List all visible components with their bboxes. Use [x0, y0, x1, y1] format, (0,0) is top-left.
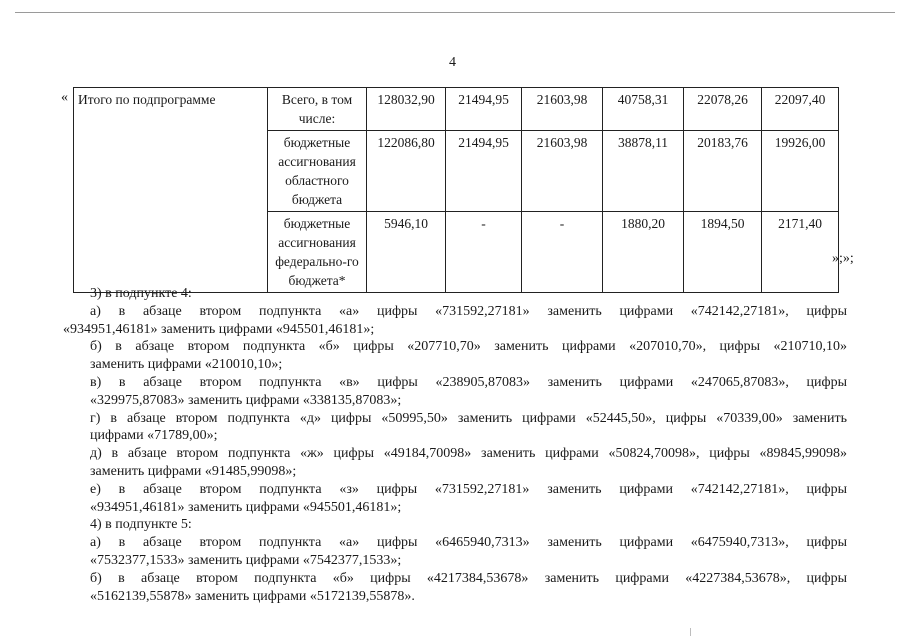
- value-cell: 21494,95: [446, 131, 522, 212]
- row-label-cell: Итого по подпрограмме: [74, 88, 268, 293]
- value-cell: 5946,10: [367, 212, 446, 293]
- paragraph: [63, 338, 847, 374]
- value-cell: 1880,20: [603, 212, 684, 293]
- text-line: а) в абзаце втором подпункта «а» цифры «731592,27181» заменить цифрами «742142,27181», цифры: [90, 303, 847, 319]
- text-line: б) в абзаце втором подпункта «б» цифры «4217384,53678» заменить цифрами «4227384,53678», цифры: [90, 570, 847, 586]
- text-line: д) в абзаце втором подпункта «ж» цифры «49184,70098» заменить цифрами «50824,70098», цифры «89845,99098»: [90, 446, 847, 462]
- paragraph: [63, 481, 847, 517]
- paragraph: [63, 410, 847, 446]
- paragraph: [63, 374, 847, 410]
- text-line: заменить цифрами «210010,10»;: [90, 357, 283, 373]
- text-line: заменить цифрами «91485,99098»;: [90, 463, 297, 479]
- text-line: «329975,87083» заменить цифрами «338135,87083»;: [90, 392, 402, 408]
- value-cell: 22097,40: [762, 88, 839, 131]
- subprogram-totals-table: [73, 87, 839, 293]
- budget-type-cell: бюджетные ассигнования федерально-го бюджета*: [268, 212, 367, 293]
- value-cell: 38878,11: [603, 131, 684, 212]
- text-line: б) в абзаце втором подпункта «б» цифры «207710,70» заменить цифрами «207010,70», цифры «210710,10»: [90, 339, 847, 355]
- amendment-text: [63, 285, 847, 605]
- value-cell: 21494,95: [446, 88, 522, 131]
- scan-top-border: [15, 12, 895, 13]
- budget-type-cell: бюджетные ассигнования областного бюджета: [268, 131, 367, 212]
- text-line: «934951,46181» заменить цифрами «945501,46181»;: [90, 499, 402, 515]
- value-cell: -: [446, 212, 522, 293]
- paragraph: [63, 570, 847, 606]
- value-cell: 22078,26: [684, 88, 762, 131]
- text-line: а) в абзаце втором подпункта «а» цифры «6465940,7313» заменить цифрами «6475940,7313», цифры: [90, 535, 847, 551]
- value-cell: 122086,80: [367, 131, 446, 212]
- value-cell: 1894,50: [684, 212, 762, 293]
- table-close-quote: »;»;: [832, 251, 854, 266]
- text-line: е) в абзаце втором подпункта «з» цифры «731592,27181» заменить цифрами «742142,27181», цифры: [90, 481, 847, 497]
- text-line: цифрами «71789,00»;: [90, 428, 218, 444]
- value-cell: 21603,98: [522, 88, 603, 131]
- budget-type-cell: Всего, в том числе:: [268, 88, 367, 131]
- value-cell: 2171,40: [762, 212, 839, 293]
- text-line: «5162139,55878» заменить цифрами «5172139,55878».: [90, 588, 415, 604]
- paragraph: [63, 534, 847, 570]
- paragraph: 4) в подпункте 5:: [90, 517, 192, 533]
- text-line: г) в абзаце втором подпункта «д» цифры «50995,50» заменить цифрами «52445,50», цифры «70339,00» заменить: [90, 410, 847, 426]
- text-line: «7532377,1533» заменить цифрами «7542377,1533»;: [90, 552, 402, 568]
- value-cell: 21603,98: [522, 131, 603, 212]
- scan-artifact-mark: [690, 628, 691, 636]
- paragraph: 3) в подпункте 4:: [90, 286, 192, 301]
- page-number: 4: [449, 55, 456, 70]
- text-line: в) в абзаце втором подпункта «в» цифры «238905,87083» заменить цифрами «247065,87083», цифры: [90, 374, 847, 390]
- paragraph: [63, 303, 847, 339]
- text-line: «934951,46181» заменить цифрами «945501,46181»;: [63, 321, 375, 337]
- value-cell: 128032,90: [367, 88, 446, 131]
- paragraph: [63, 445, 847, 481]
- table-open-quote: «: [61, 90, 68, 105]
- value-cell: 20183,76: [684, 131, 762, 212]
- value-cell: 40758,31: [603, 88, 684, 131]
- value-cell: 19926,00: [762, 131, 839, 212]
- table-row: [74, 88, 839, 131]
- value-cell: -: [522, 212, 603, 293]
